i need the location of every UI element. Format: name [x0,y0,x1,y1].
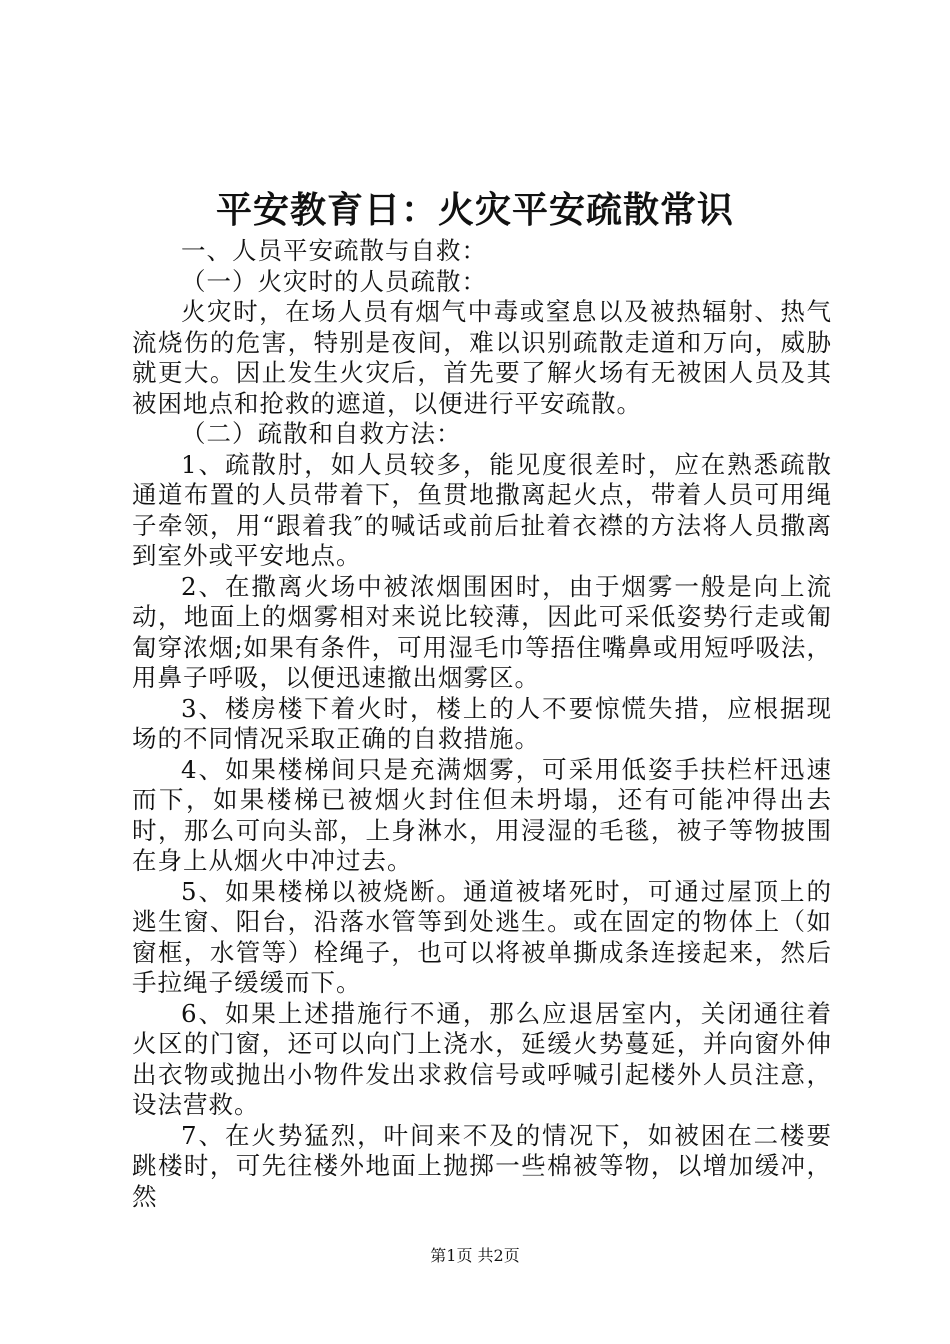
document-body [132,236,832,1212]
body-paragraph: 2、在撒离火场中被浓烟围困时，由于烟雾一般是向上流动，地面上的烟雾相对来说比较薄，因此可采低姿势行走或匍匐穿浓烟;如果有条件，可用湿毛巾等捂住嘴鼻或用短呼吸法，用鼻子呼吸，以便迅速撤出烟雾区。 [132,571,832,692]
subsection-heading: （二）疏散和自救方法： [181,419,462,448]
section-heading: 一、人员平安疏散与自救： [181,236,487,265]
body-paragraph: 3、楼房楼下着火时，楼上的人不要惊慌失措，应根据现场的不同情况采取正确的自救措施。 [132,693,832,753]
body-paragraph: 5、如果楼梯以被烧断。通道被堵死时，可通过屋顶上的逃生窗、阳台，沿落水管等到处逃生。或在固定的物体上（如窗框，水管等）栓绳子，也可以将被单撕成条连接起来，然后手拉绳子缓缓而下。 [132,876,832,997]
body-paragraph: 1、疏散肘，如人员较多，能见度很差时，应在熟悉疏散通道布置的人员带着下，鱼贯地撒离起火点，带着人员可用绳子牵领，用“跟着我″的喊话或前后扯着衣襟的方法将人员撒离到室外或平安地点。 [132,449,832,570]
subsection-heading: （一）火灾时的人员疏散： [181,266,487,296]
body-paragraph: 7、在火势猛烈，叶间来不及的情况下，如被困在二楼要跳楼时，可先往楼外地面上抛掷一些棉被等物，以增加缓冲，然 [132,1120,832,1211]
page-number-footer: 第1页 共2页 [430,1246,520,1265]
body-paragraph: 火灾时，在场人员有烟气中毒或窒息以及被热辐射、热气流烧伤的危害，特别是夜间，难以识别疏散走道和万向，威胁就更大。因止发生火灾后，首先要了解火场有无被困人员及其被困地点和抢救的遮道，以便进行平安疏散。 [132,297,832,418]
body-paragraph: 4、如果楼梯间只是充满烟雾，可采用低姿手扶栏杆迅速而下，如果楼梯已被烟火封住但未坍塌，还有可能冲得出去时，那么可向头部，上身淋水，用浸湿的毛毯，被子等物披围在身上从烟火中冲过去。 [132,754,832,875]
body-paragraph: 6、如果上述措施行不通，那么应退居室内，关闭通往着火区的门窗，还可以向门上浇水，延缓火势蔓延，并向窗外伸出衣物或抛出小物件发出求救信号或呼喊引起楼外人员注意，设法营救。 [132,998,832,1119]
document-title: 平安教育日：火灾平安疏散常识 [215,189,734,231]
